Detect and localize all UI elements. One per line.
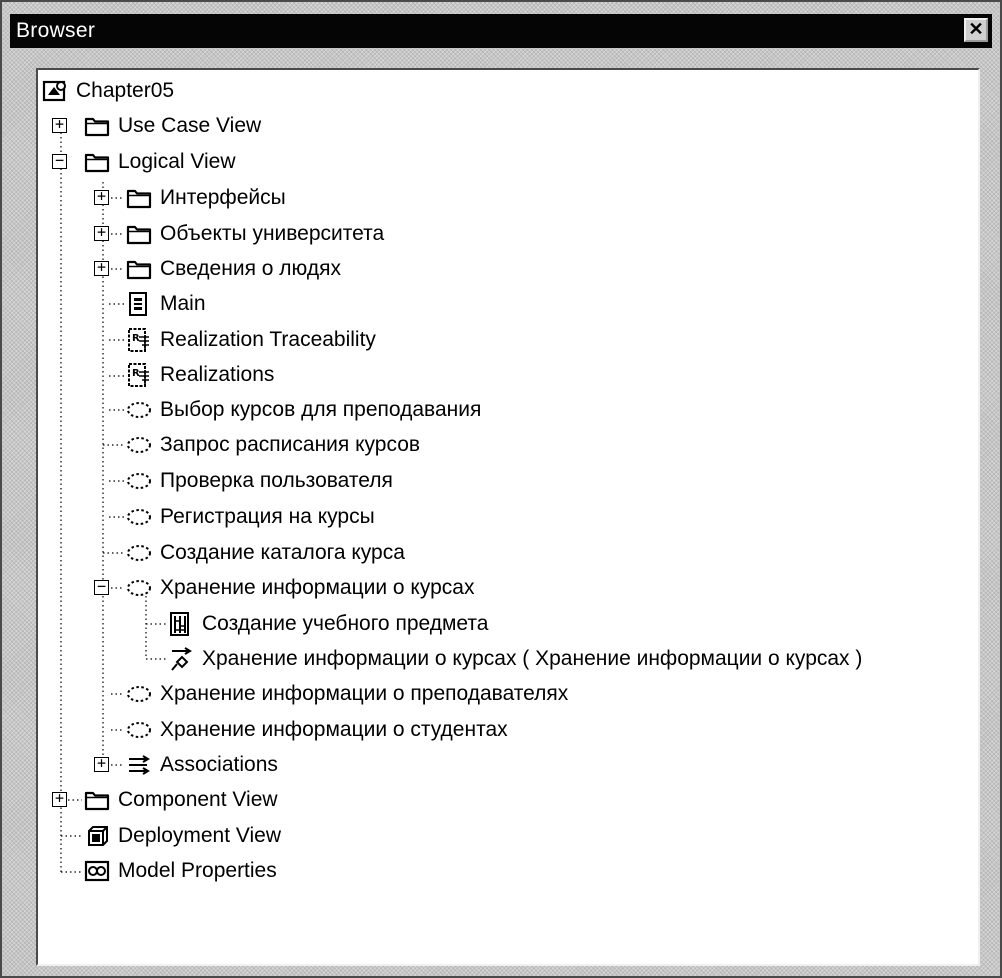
use-case-realization-icon	[126, 504, 152, 530]
tree-item-university-objects[interactable]	[126, 219, 384, 249]
tree-item-deployment-view[interactable]	[84, 821, 281, 851]
expand-toggle-people-info[interactable]: +	[94, 261, 109, 276]
realize-relation-icon	[168, 646, 194, 672]
tree-item-label: Объекты университета	[160, 222, 385, 245]
tree-item-user-check[interactable]	[126, 466, 393, 496]
tree-item-label: Main	[160, 292, 206, 315]
use-case-realization-icon	[126, 432, 152, 458]
tree-item-label: Сведения о людях	[160, 257, 341, 280]
model-tree[interactable]	[36, 68, 980, 966]
tree-item-label: Создание учебного предмета	[202, 612, 489, 635]
folder-icon	[84, 787, 110, 813]
sequence-diagram-icon	[168, 611, 194, 637]
use-case-realization-icon	[126, 468, 152, 494]
expand-toggle-use-case-view[interactable]: +	[52, 118, 67, 133]
tree-item-label: Проверка пользователя	[160, 469, 393, 492]
tree-item-realize-relation[interactable]	[168, 644, 862, 674]
expand-toggle-university-objects[interactable]: +	[94, 226, 109, 241]
expand-toggle-associations[interactable]: +	[94, 757, 109, 772]
tree-item-select-courses[interactable]	[126, 395, 481, 425]
tree-item-label: Хранение информации о курсах	[160, 576, 475, 599]
tree-item-label: Chapter05	[76, 79, 175, 102]
tree-item-label: Realization Traceability	[160, 328, 376, 351]
tree-item-label: Realizations	[160, 363, 275, 386]
tree-item-use-case-view[interactable]	[84, 111, 261, 141]
tree-item-people-info[interactable]	[126, 254, 341, 284]
tree-item-request-schedule[interactable]	[126, 430, 420, 460]
deployment-icon	[84, 823, 110, 849]
tree-item-store-course-info[interactable]	[126, 573, 474, 603]
expand-toggle-component-view[interactable]: +	[52, 792, 67, 807]
tree-item-logical-view[interactable]	[84, 147, 236, 177]
tree-item-chapter05[interactable]	[42, 76, 174, 106]
realization-diagram-icon	[126, 362, 152, 388]
folder-icon	[84, 149, 110, 175]
collapse-toggle-logical-view[interactable]: −	[52, 154, 67, 169]
tree-item-store-student-info[interactable]	[126, 715, 508, 745]
tree-item-label: Associations	[160, 753, 278, 776]
tree-item-label: Выбор курсов для преподавания	[160, 398, 482, 421]
tree-item-main[interactable]	[126, 289, 206, 319]
tree-item-label: Хранение информации о студентах	[160, 718, 508, 741]
tree-item-label: Создание каталога курса	[160, 541, 405, 564]
tree-item-label: Интерфейсы	[160, 186, 286, 209]
folder-icon	[126, 256, 152, 282]
close-icon: ✕	[968, 19, 984, 39]
tree-item-label: Model Properties	[118, 859, 277, 882]
title-bar[interactable]	[10, 14, 992, 48]
tree-item-realization-traceability[interactable]	[126, 325, 376, 355]
use-case-realization-icon	[126, 575, 152, 601]
associations-icon	[126, 752, 152, 778]
tree-item-label: Use Case View	[118, 114, 262, 137]
tree-item-create-subject[interactable]	[168, 609, 488, 639]
tree-item-realizations[interactable]	[126, 360, 274, 390]
tree-item-label: Deployment View	[118, 824, 282, 847]
tree-item-label: Запрос расписания курсов	[160, 433, 421, 456]
collapse-toggle-store-course-info[interactable]: −	[94, 580, 109, 595]
tree-item-course-registration[interactable]	[126, 502, 375, 532]
use-case-realization-icon	[126, 681, 152, 707]
tree-item-create-catalog[interactable]	[126, 538, 405, 568]
use-case-realization-icon	[126, 397, 152, 423]
tree-item-label: Logical View	[118, 150, 236, 173]
tree-item-store-teacher-info[interactable]	[126, 679, 568, 709]
tree-item-label: Component View	[118, 788, 278, 811]
tree-item-component-view[interactable]	[84, 785, 278, 815]
tree-item-label: Хранение информации о преподавателях	[160, 682, 569, 705]
close-button[interactable]	[964, 18, 988, 42]
use-case-realization-icon	[126, 540, 152, 566]
model-properties-icon	[84, 858, 110, 884]
folder-icon	[126, 221, 152, 247]
realization-diagram-icon	[126, 327, 152, 353]
tree-item-label: Регистрация на курсы	[160, 505, 375, 528]
model-icon	[42, 78, 68, 104]
class-diagram-icon	[126, 291, 152, 317]
use-case-realization-icon	[126, 717, 152, 743]
folder-icon	[126, 185, 152, 211]
tree-item-interfaces[interactable]	[126, 183, 286, 213]
expand-toggle-interfaces[interactable]: +	[94, 190, 109, 205]
tree-item-label: Хранение информации о курсах ( Хранение информации о курсах )	[202, 647, 863, 670]
window-title: Browser	[16, 19, 96, 42]
folder-icon	[84, 113, 110, 139]
tree-item-model-properties[interactable]	[84, 856, 277, 886]
tree-item-associations[interactable]	[126, 750, 278, 780]
